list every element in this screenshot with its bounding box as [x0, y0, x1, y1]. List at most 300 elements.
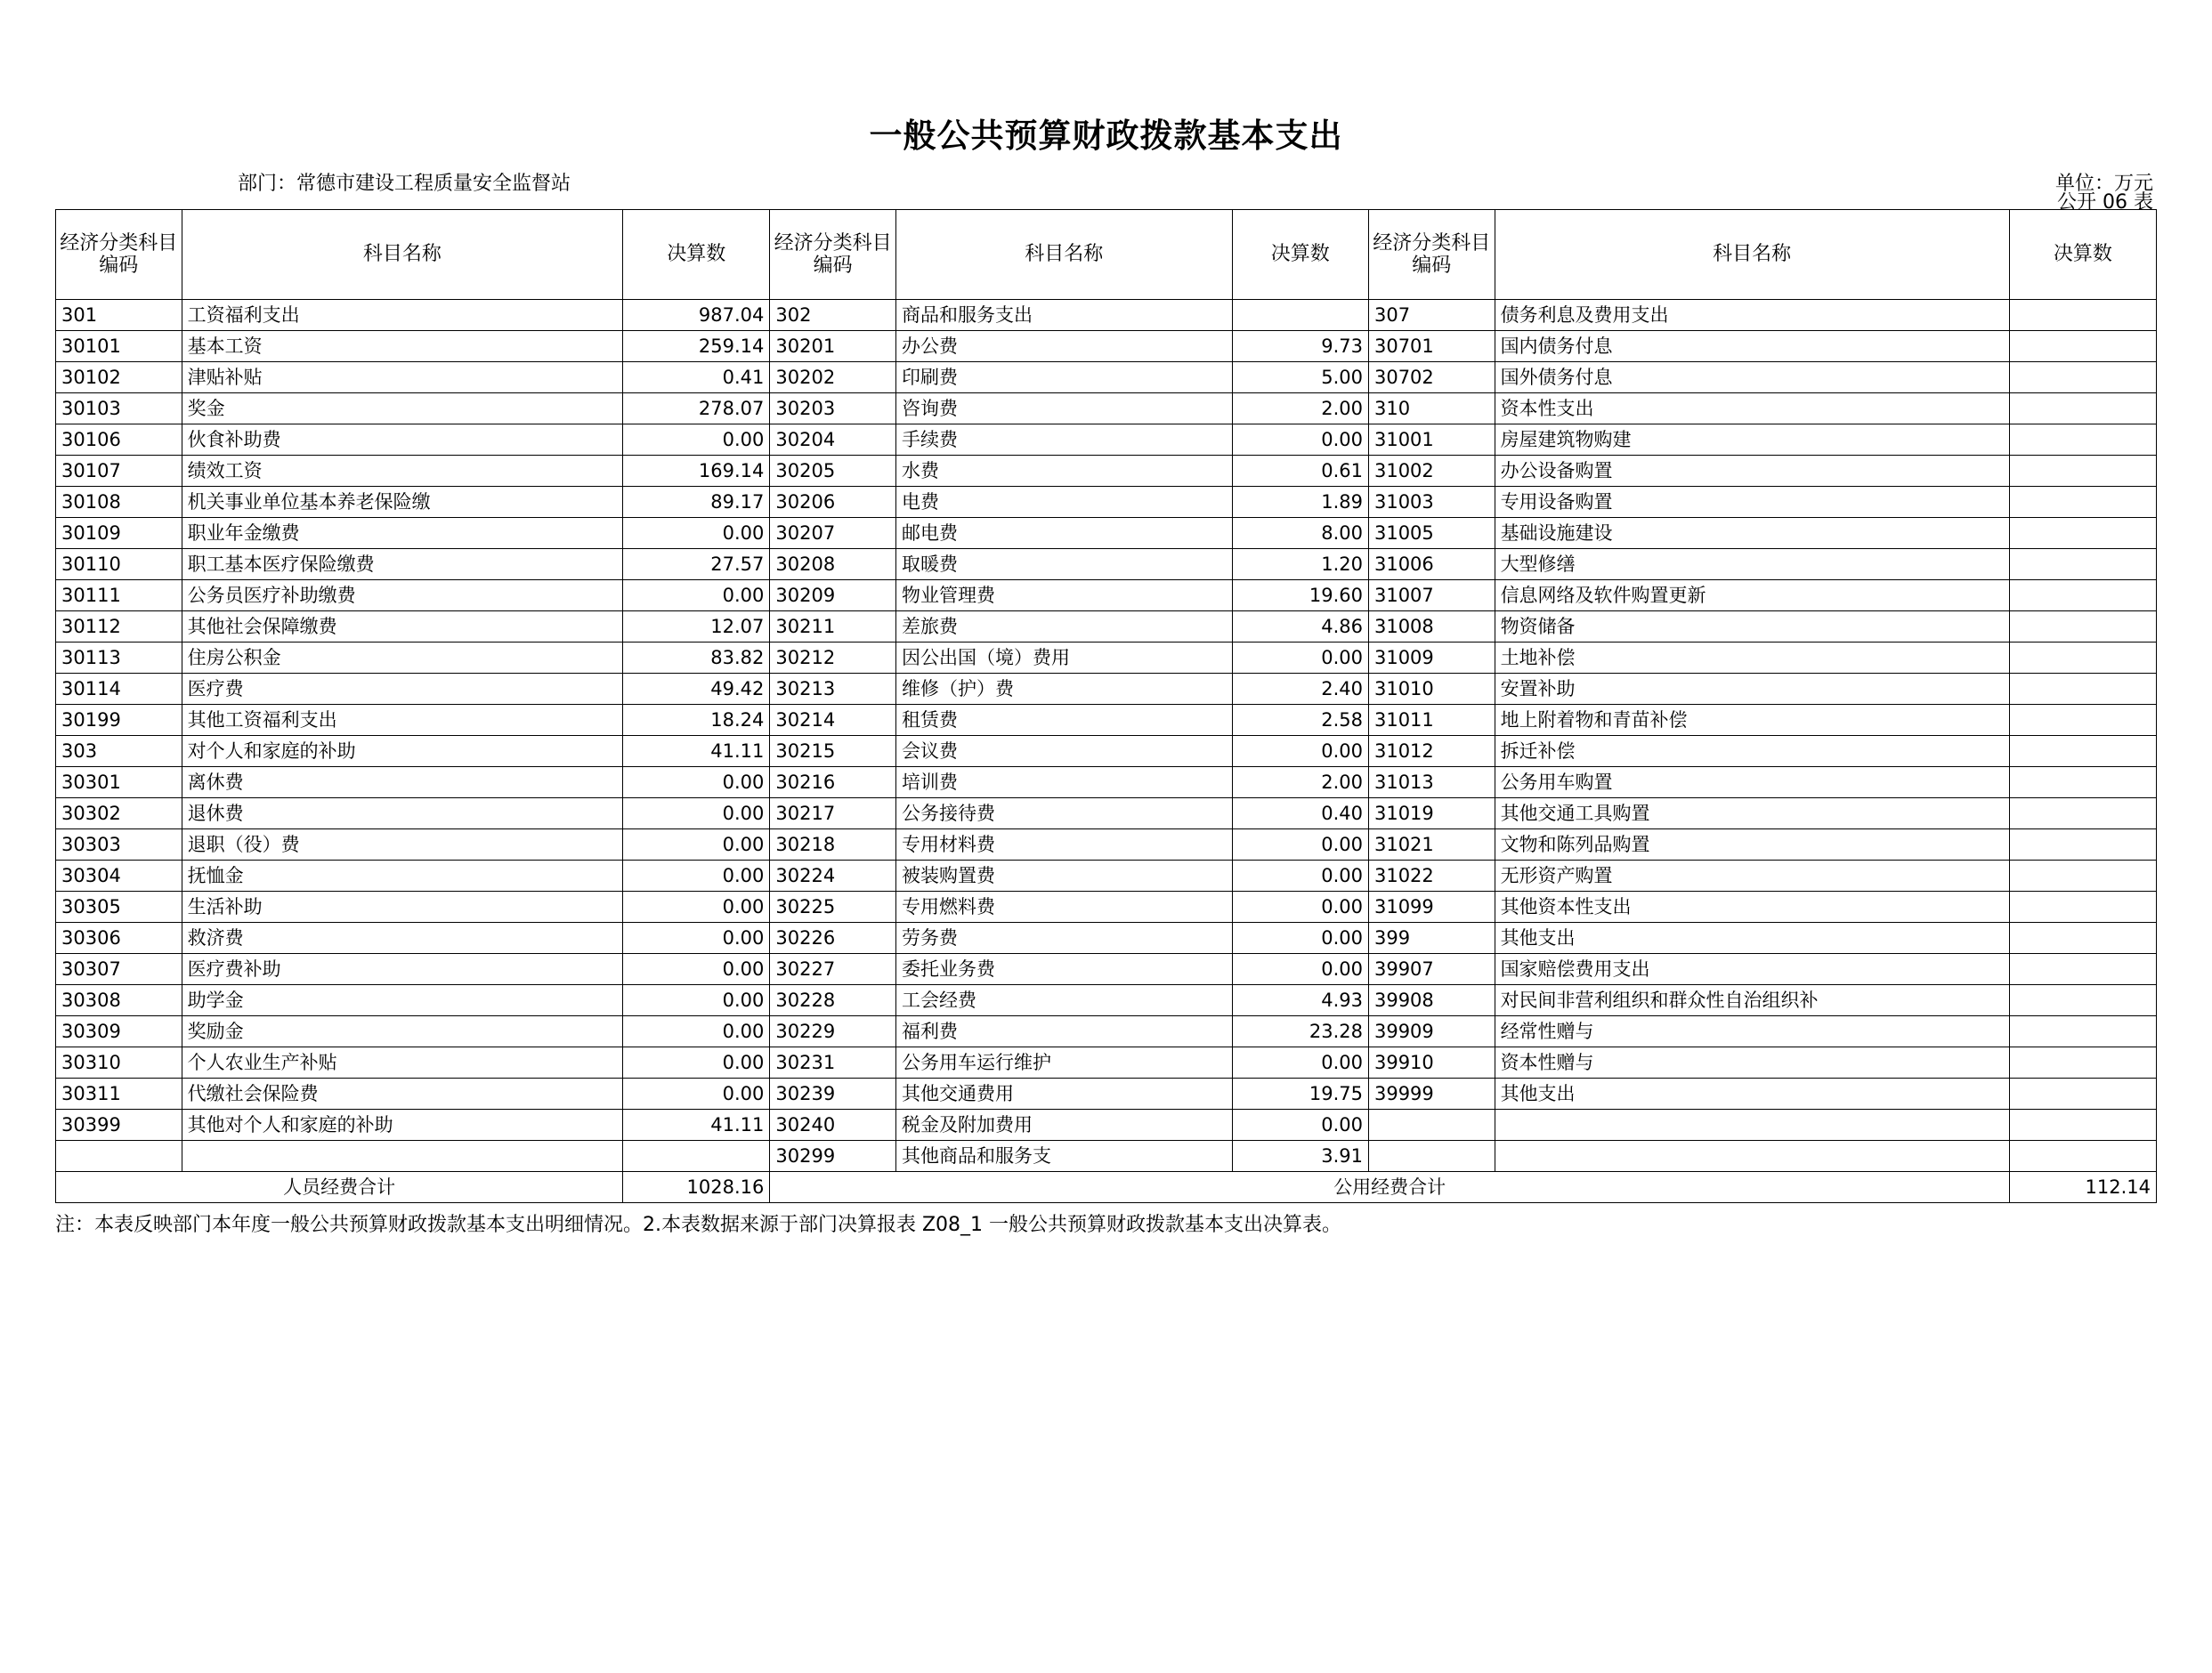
cell-value-1: 0.00	[623, 829, 770, 861]
cell-name-1: 职业年金缴费	[182, 518, 623, 549]
header-value-2: 决算数	[1232, 210, 1368, 300]
cell-value-3	[2009, 798, 2156, 829]
cell-code-3: 31010	[1368, 674, 1495, 705]
table-row	[56, 829, 2157, 861]
cell-code-1: 30310	[56, 1047, 182, 1079]
cell-name-3: 国外债务付息	[1495, 362, 2009, 393]
cell-name-1: 助学金	[182, 985, 623, 1016]
cell-value-3	[2009, 736, 2156, 767]
cell-name-2: 取暖费	[895, 549, 1232, 580]
cell-value-3	[2009, 705, 2156, 736]
cell-name-3: 资本性支出	[1495, 393, 2009, 424]
cell-code-1: 30304	[56, 861, 182, 892]
cell-name-3: 信息网络及软件购置更新	[1495, 580, 2009, 611]
cell-code-1: 30306	[56, 923, 182, 954]
cell-value-1: 0.00	[623, 580, 770, 611]
document-page	[0, 109, 2212, 1673]
cell-name-2: 差旅费	[895, 611, 1232, 643]
cell-name-1: 救济费	[182, 923, 623, 954]
cell-code-2: 30217	[770, 798, 896, 829]
cell-code-1: 30311	[56, 1079, 182, 1110]
cell-value-3	[2009, 923, 2156, 954]
cell-value-3	[2009, 643, 2156, 674]
cell-code-1: 30309	[56, 1016, 182, 1047]
cell-value-3	[2009, 580, 2156, 611]
cell-value-3	[2009, 1079, 2156, 1110]
table-row	[56, 300, 2157, 331]
table-row	[56, 674, 2157, 705]
cell-code-3: 31022	[1368, 861, 1495, 892]
cell-value-1: 0.00	[623, 798, 770, 829]
cell-code-2: 30202	[770, 362, 896, 393]
cell-name-3: 基础设施建设	[1495, 518, 2009, 549]
cell-name-1: 生活补助	[182, 892, 623, 923]
public-total-label: 公用经费合计	[770, 1172, 2009, 1203]
budget-table	[55, 209, 2157, 1203]
department-label: 部门：常德市建设工程质量安全监督站	[238, 173, 571, 196]
cell-value-2: 2.00	[1232, 767, 1368, 798]
header-name-1: 科目名称	[182, 210, 623, 300]
header-value-3: 决算数	[2009, 210, 2156, 300]
cell-name-1: 其他社会保障缴费	[182, 611, 623, 643]
cell-code-2: 30225	[770, 892, 896, 923]
cell-name-2: 手续费	[895, 424, 1232, 456]
cell-name-2: 公务接待费	[895, 798, 1232, 829]
cell-name-1: 公务员医疗补助缴费	[182, 580, 623, 611]
table-row	[56, 705, 2157, 736]
header-name-3: 科目名称	[1495, 210, 2009, 300]
cell-name-1: 其他对个人和家庭的补助	[182, 1110, 623, 1141]
cell-code-2: 30226	[770, 923, 896, 954]
cell-name-2: 会议费	[895, 736, 1232, 767]
table-row	[56, 1079, 2157, 1110]
table-row	[56, 923, 2157, 954]
cell-value-3	[2009, 393, 2156, 424]
cell-value-2: 4.93	[1232, 985, 1368, 1016]
cell-value-3	[2009, 1141, 2156, 1172]
cell-value-1: 27.57	[623, 549, 770, 580]
cell-code-2: 30213	[770, 674, 896, 705]
cell-name-2: 因公出国（境）费用	[895, 643, 1232, 674]
cell-code-3	[1368, 1141, 1495, 1172]
cell-code-2: 30239	[770, 1079, 896, 1110]
cell-name-3: 物资储备	[1495, 611, 2009, 643]
cell-value-2	[1232, 300, 1368, 331]
cell-code-2: 302	[770, 300, 896, 331]
cell-name-2: 物业管理费	[895, 580, 1232, 611]
cell-code-1: 30103	[56, 393, 182, 424]
cell-value-2: 23.28	[1232, 1016, 1368, 1047]
table-row	[56, 1047, 2157, 1079]
cell-code-1: 30399	[56, 1110, 182, 1141]
cell-code-2: 30208	[770, 549, 896, 580]
cell-name-1: 绩效工资	[182, 456, 623, 487]
cell-code-3: 310	[1368, 393, 1495, 424]
cell-code-2: 30218	[770, 829, 896, 861]
cell-name-3: 房屋建筑物购建	[1495, 424, 2009, 456]
cell-code-1: 30302	[56, 798, 182, 829]
cell-value-1: 0.00	[623, 861, 770, 892]
cell-name-1: 职工基本医疗保险缴费	[182, 549, 623, 580]
cell-name-1: 住房公积金	[182, 643, 623, 674]
cell-value-1: 0.00	[623, 923, 770, 954]
cell-name-3: 对民间非营利组织和群众性自治组织补	[1495, 985, 2009, 1016]
cell-code-3: 31007	[1368, 580, 1495, 611]
cell-value-2: 0.00	[1232, 1047, 1368, 1079]
cell-code-1: 30305	[56, 892, 182, 923]
cell-code-3: 31013	[1368, 767, 1495, 798]
cell-value-3	[2009, 861, 2156, 892]
cell-name-3: 无形资产购置	[1495, 861, 2009, 892]
cell-code-3: 39910	[1368, 1047, 1495, 1079]
cell-name-1: 基本工资	[182, 331, 623, 362]
cell-value-2: 0.00	[1232, 643, 1368, 674]
cell-name-1: 津贴补贴	[182, 362, 623, 393]
table-row	[56, 954, 2157, 985]
cell-value-1: 0.00	[623, 1079, 770, 1110]
cell-code-2: 30206	[770, 487, 896, 518]
table-row	[56, 1016, 2157, 1047]
table-row	[56, 549, 2157, 580]
header-code-2: 经济分类科目编码	[770, 210, 896, 300]
cell-value-2: 8.00	[1232, 518, 1368, 549]
cell-name-3: 文物和陈列品购置	[1495, 829, 2009, 861]
cell-code-2: 30215	[770, 736, 896, 767]
cell-value-2: 0.00	[1232, 861, 1368, 892]
table-row	[56, 861, 2157, 892]
table-row	[56, 643, 2157, 674]
cell-name-1: 抚恤金	[182, 861, 623, 892]
table-row	[56, 798, 2157, 829]
cell-code-2: 30204	[770, 424, 896, 456]
table-row	[56, 985, 2157, 1016]
cell-code-2: 30203	[770, 393, 896, 424]
table-row	[56, 518, 2157, 549]
cell-code-3	[1368, 1110, 1495, 1141]
cell-name-3	[1495, 1110, 2009, 1141]
cell-name-2: 其他商品和服务支	[895, 1141, 1232, 1172]
cell-name-2: 邮电费	[895, 518, 1232, 549]
cell-value-3	[2009, 362, 2156, 393]
cell-value-1: 18.24	[623, 705, 770, 736]
cell-code-2: 30228	[770, 985, 896, 1016]
cell-value-3	[2009, 424, 2156, 456]
cell-name-2: 培训费	[895, 767, 1232, 798]
cell-code-2: 30299	[770, 1141, 896, 1172]
cell-name-1: 离休费	[182, 767, 623, 798]
cell-code-1: 30111	[56, 580, 182, 611]
cell-name-2: 其他交通费用	[895, 1079, 1232, 1110]
table-row	[56, 580, 2157, 611]
cell-name-2: 专用材料费	[895, 829, 1232, 861]
header-code-1: 经济分类科目编码	[56, 210, 182, 300]
cell-code-1: 30114	[56, 674, 182, 705]
cell-code-2: 30201	[770, 331, 896, 362]
cell-value-3	[2009, 767, 2156, 798]
cell-value-3	[2009, 549, 2156, 580]
cell-value-3	[2009, 829, 2156, 861]
cell-name-3: 专用设备购置	[1495, 487, 2009, 518]
cell-value-1: 0.00	[623, 767, 770, 798]
cell-code-3: 31021	[1368, 829, 1495, 861]
cell-code-2: 30231	[770, 1047, 896, 1079]
cell-value-2: 0.61	[1232, 456, 1368, 487]
cell-code-2: 30227	[770, 954, 896, 985]
cell-value-2: 0.00	[1232, 424, 1368, 456]
cell-value-2: 3.91	[1232, 1141, 1368, 1172]
cell-name-3: 拆迁补偿	[1495, 736, 2009, 767]
cell-code-3: 31099	[1368, 892, 1495, 923]
cell-value-2: 5.00	[1232, 362, 1368, 393]
cell-name-2: 被装购置费	[895, 861, 1232, 892]
cell-value-2: 0.00	[1232, 1110, 1368, 1141]
cell-name-2: 工会经费	[895, 985, 1232, 1016]
cell-name-1: 其他工资福利支出	[182, 705, 623, 736]
page-title: 一般公共预算财政拨款基本支出	[869, 117, 1343, 155]
cell-code-1: 30307	[56, 954, 182, 985]
cell-code-3: 31002	[1368, 456, 1495, 487]
cell-code-1: 30109	[56, 518, 182, 549]
cell-code-1: 30110	[56, 549, 182, 580]
cell-name-2: 福利费	[895, 1016, 1232, 1047]
cell-value-1: 0.41	[623, 362, 770, 393]
cell-name-3: 其他支出	[1495, 923, 2009, 954]
cell-value-3	[2009, 456, 2156, 487]
cell-name-1: 对个人和家庭的补助	[182, 736, 623, 767]
table-row	[56, 331, 2157, 362]
table-row	[56, 424, 2157, 456]
cell-name-3: 国家赔偿费用支出	[1495, 954, 2009, 985]
cell-name-3: 资本性赠与	[1495, 1047, 2009, 1079]
cell-code-2: 30229	[770, 1016, 896, 1047]
cell-value-1: 278.07	[623, 393, 770, 424]
table-row	[56, 1110, 2157, 1141]
header-code-3: 经济分类科目编码	[1368, 210, 1495, 300]
cell-name-3: 国内债务付息	[1495, 331, 2009, 362]
cell-code-1: 30106	[56, 424, 182, 456]
cell-value-1: 0.00	[623, 985, 770, 1016]
cell-name-3: 地上附着物和青苗补偿	[1495, 705, 2009, 736]
cell-value-2: 0.00	[1232, 892, 1368, 923]
meta-row	[55, 168, 2157, 196]
cell-name-1: 奖励金	[182, 1016, 623, 1047]
cell-name-3	[1495, 1141, 2009, 1172]
cell-value-3	[2009, 1047, 2156, 1079]
cell-name-1: 退休费	[182, 798, 623, 829]
table-total-row	[56, 1172, 2157, 1203]
cell-code-2: 30216	[770, 767, 896, 798]
cell-code-3: 31005	[1368, 518, 1495, 549]
table-row	[56, 393, 2157, 424]
personnel-total-value: 1028.16	[623, 1172, 770, 1203]
cell-name-3: 其他资本性支出	[1495, 892, 2009, 923]
table-row	[56, 487, 2157, 518]
cell-code-2: 30209	[770, 580, 896, 611]
cell-value-2: 0.00	[1232, 923, 1368, 954]
cell-value-1: 0.00	[623, 518, 770, 549]
cell-value-3	[2009, 518, 2156, 549]
cell-name-2: 水费	[895, 456, 1232, 487]
cell-code-3: 31011	[1368, 705, 1495, 736]
cell-value-3	[2009, 487, 2156, 518]
cell-value-1: 83.82	[623, 643, 770, 674]
cell-code-3: 31019	[1368, 798, 1495, 829]
public-total-value: 112.14	[2009, 1172, 2156, 1203]
cell-code-1: 30101	[56, 331, 182, 362]
cell-code-3: 30701	[1368, 331, 1495, 362]
cell-code-1: 301	[56, 300, 182, 331]
cell-value-3	[2009, 985, 2156, 1016]
header-name-2: 科目名称	[895, 210, 1232, 300]
cell-code-1: 30107	[56, 456, 182, 487]
unit-label: 单位：万元	[2054, 173, 2153, 196]
form-number: 公开 06 表	[2057, 191, 2153, 214]
table-row	[56, 611, 2157, 643]
table-row	[56, 736, 2157, 767]
cell-name-1: 奖金	[182, 393, 623, 424]
cell-name-1	[182, 1141, 623, 1172]
personnel-total-label: 人员经费合计	[56, 1172, 623, 1203]
cell-name-3: 债务利息及费用支出	[1495, 300, 2009, 331]
cell-code-1: 30108	[56, 487, 182, 518]
cell-value-3	[2009, 611, 2156, 643]
cell-code-3: 39907	[1368, 954, 1495, 985]
cell-code-2: 30214	[770, 705, 896, 736]
cell-code-3: 30702	[1368, 362, 1495, 393]
cell-code-1	[56, 1141, 182, 1172]
cell-value-1: 259.14	[623, 331, 770, 362]
cell-value-2: 1.89	[1232, 487, 1368, 518]
cell-name-2: 商品和服务支出	[895, 300, 1232, 331]
cell-code-1: 30308	[56, 985, 182, 1016]
cell-value-2: 0.00	[1232, 954, 1368, 985]
cell-value-1: 41.11	[623, 1110, 770, 1141]
cell-value-2: 0.40	[1232, 798, 1368, 829]
cell-value-3	[2009, 1110, 2156, 1141]
header-value-1: 决算数	[623, 210, 770, 300]
cell-name-2: 办公费	[895, 331, 1232, 362]
cell-value-1: 12.07	[623, 611, 770, 643]
cell-name-1: 医疗费	[182, 674, 623, 705]
cell-name-1: 工资福利支出	[182, 300, 623, 331]
cell-name-2: 印刷费	[895, 362, 1232, 393]
cell-value-1: 0.00	[623, 1047, 770, 1079]
cell-code-2: 30224	[770, 861, 896, 892]
cell-name-3: 土地补偿	[1495, 643, 2009, 674]
cell-name-2: 咨询费	[895, 393, 1232, 424]
table-body	[56, 300, 2157, 1172]
cell-value-2: 0.00	[1232, 736, 1368, 767]
cell-code-2: 30207	[770, 518, 896, 549]
table-row	[56, 456, 2157, 487]
cell-code-1: 30102	[56, 362, 182, 393]
cell-value-1: 169.14	[623, 456, 770, 487]
cell-name-1: 机关事业单位基本养老保险缴	[182, 487, 623, 518]
cell-value-2: 2.00	[1232, 393, 1368, 424]
cell-value-3	[2009, 300, 2156, 331]
cell-value-3	[2009, 954, 2156, 985]
cell-code-1: 303	[56, 736, 182, 767]
cell-code-3: 39909	[1368, 1016, 1495, 1047]
cell-code-3: 39908	[1368, 985, 1495, 1016]
cell-name-3: 安置补助	[1495, 674, 2009, 705]
cell-value-2: 4.86	[1232, 611, 1368, 643]
cell-name-3: 公务用车购置	[1495, 767, 2009, 798]
cell-value-2: 2.58	[1232, 705, 1368, 736]
cell-value-1: 49.42	[623, 674, 770, 705]
cell-name-1: 医疗费补助	[182, 954, 623, 985]
cell-code-3: 31008	[1368, 611, 1495, 643]
cell-value-1: 987.04	[623, 300, 770, 331]
cell-value-3	[2009, 331, 2156, 362]
cell-name-3: 其他交通工具购置	[1495, 798, 2009, 829]
cell-value-2: 2.40	[1232, 674, 1368, 705]
cell-name-2: 税金及附加费用	[895, 1110, 1232, 1141]
cell-value-2: 19.60	[1232, 580, 1368, 611]
cell-name-3: 经常性赠与	[1495, 1016, 2009, 1047]
table-note: 注：本表反映部门本年度一般公共预算财政拨款基本支出明细情况。2.本表数据来源于部门决算报表 Z08_1 一般公共预算财政拨款基本支出决算表。	[55, 1214, 1342, 1237]
cell-name-2: 维修（护）费	[895, 674, 1232, 705]
cell-value-2: 1.20	[1232, 549, 1368, 580]
cell-value-1: 41.11	[623, 736, 770, 767]
cell-value-1: 0.00	[623, 1016, 770, 1047]
cell-value-1	[623, 1141, 770, 1172]
table-header-row	[56, 210, 2157, 300]
cell-code-3: 31001	[1368, 424, 1495, 456]
cell-name-2: 专用燃料费	[895, 892, 1232, 923]
cell-code-3: 399	[1368, 923, 1495, 954]
cell-code-2: 30205	[770, 456, 896, 487]
cell-value-3	[2009, 674, 2156, 705]
cell-name-2: 电费	[895, 487, 1232, 518]
cell-code-1: 30303	[56, 829, 182, 861]
cell-code-3: 39999	[1368, 1079, 1495, 1110]
cell-name-3: 其他支出	[1495, 1079, 2009, 1110]
cell-value-2: 9.73	[1232, 331, 1368, 362]
cell-code-3: 31009	[1368, 643, 1495, 674]
table-row	[56, 362, 2157, 393]
cell-code-1: 30112	[56, 611, 182, 643]
cell-name-1: 伙食补助费	[182, 424, 623, 456]
cell-name-1: 退职（役）费	[182, 829, 623, 861]
cell-value-3	[2009, 892, 2156, 923]
cell-value-3	[2009, 1016, 2156, 1047]
cell-name-2: 公务用车运行维护	[895, 1047, 1232, 1079]
cell-code-3: 307	[1368, 300, 1495, 331]
cell-name-2: 劳务费	[895, 923, 1232, 954]
cell-name-1: 代缴社会保险费	[182, 1079, 623, 1110]
cell-code-3: 31006	[1368, 549, 1495, 580]
table-row	[56, 767, 2157, 798]
cell-code-2: 30212	[770, 643, 896, 674]
cell-value-2: 0.00	[1232, 829, 1368, 861]
cell-code-2: 30211	[770, 611, 896, 643]
cell-name-3: 办公设备购置	[1495, 456, 2009, 487]
cell-code-1: 30301	[56, 767, 182, 798]
cell-name-2: 委托业务费	[895, 954, 1232, 985]
cell-value-1: 0.00	[623, 954, 770, 985]
cell-value-2: 19.75	[1232, 1079, 1368, 1110]
cell-code-1: 30113	[56, 643, 182, 674]
cell-code-1: 30199	[56, 705, 182, 736]
cell-value-1: 89.17	[623, 487, 770, 518]
cell-value-1: 0.00	[623, 424, 770, 456]
cell-value-1: 0.00	[623, 892, 770, 923]
cell-name-2: 租赁费	[895, 705, 1232, 736]
table-row	[56, 1141, 2157, 1172]
cell-name-3: 大型修缮	[1495, 549, 2009, 580]
table-row	[56, 892, 2157, 923]
